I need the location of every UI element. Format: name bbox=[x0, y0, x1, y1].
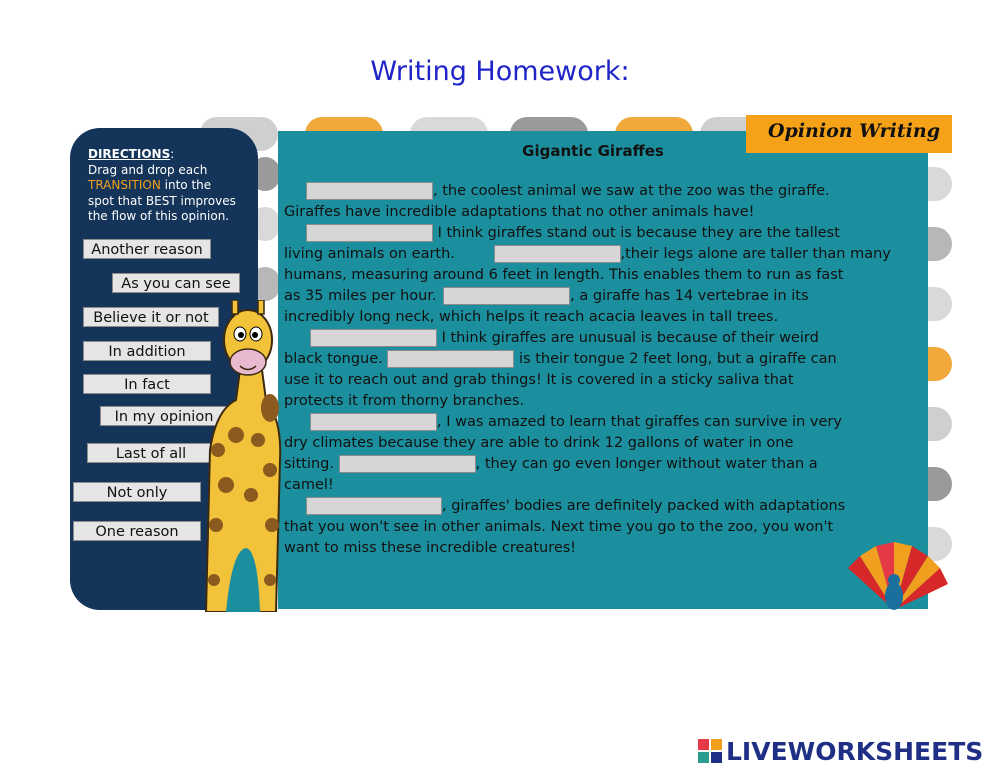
giraffe-illustration bbox=[196, 300, 288, 612]
peacock-illustration bbox=[838, 538, 950, 610]
chip-last-of-all[interactable]: Last of all bbox=[87, 443, 215, 463]
chip-not-only[interactable]: Not only bbox=[73, 482, 201, 502]
drop-target-6[interactable] bbox=[387, 350, 514, 368]
chip-believe-it-or-not[interactable]: Believe it or not bbox=[83, 307, 219, 327]
liveworksheets-logo[interactable]: LIVEWORKSHEETS bbox=[726, 737, 984, 766]
chip-as-you-can-see[interactable]: As you can see bbox=[112, 273, 240, 293]
drop-target-3[interactable] bbox=[494, 245, 621, 263]
drop-target-5[interactable] bbox=[310, 329, 437, 347]
liveworksheets-logo-icon bbox=[698, 739, 722, 763]
drop-target-9[interactable] bbox=[306, 497, 442, 515]
drop-target-1[interactable] bbox=[306, 182, 433, 200]
opinion-writing-tag: Opinion Writing bbox=[746, 115, 952, 153]
chip-another-reason[interactable]: Another reason bbox=[83, 239, 211, 259]
chip-in-addition[interactable]: In addition bbox=[83, 341, 211, 361]
page-title: Writing Homework: bbox=[370, 56, 630, 87]
story-title: Gigantic Giraffes bbox=[522, 142, 664, 160]
chip-one-reason[interactable]: One reason bbox=[73, 521, 201, 541]
directions-text: DIRECTIONS: Drag and drop each TRANSITION into the spot that BEST improves the flow of this opinion. bbox=[88, 147, 236, 223]
drop-target-7[interactable] bbox=[310, 413, 437, 431]
drop-target-2[interactable] bbox=[306, 224, 433, 242]
chip-in-fact[interactable]: In fact bbox=[83, 374, 211, 394]
drop-target-8[interactable] bbox=[339, 455, 476, 473]
chip-in-my-opinion[interactable]: In my opinion bbox=[100, 406, 228, 426]
directions-heading: DIRECTIONS bbox=[88, 147, 171, 161]
directions-highlight: TRANSITION bbox=[88, 178, 161, 192]
drop-target-4[interactable] bbox=[443, 287, 570, 305]
